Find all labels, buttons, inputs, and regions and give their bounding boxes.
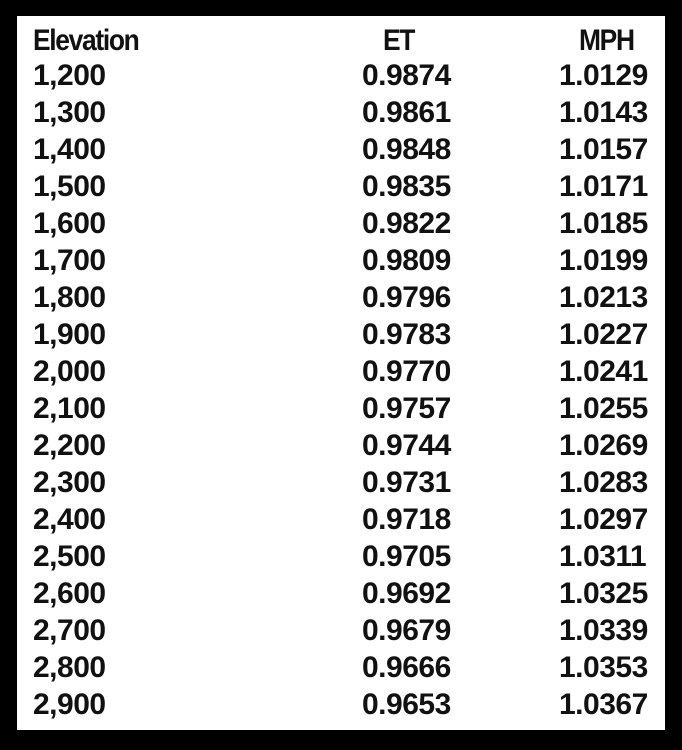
table-row bbox=[17, 612, 665, 649]
table-row bbox=[17, 649, 665, 686]
mph-cell: 1.0157 bbox=[559, 133, 648, 166]
et-cell: 0.9718 bbox=[362, 503, 451, 536]
elevation-cell: 2,400 bbox=[33, 503, 106, 536]
et-cell: 0.9744 bbox=[362, 429, 451, 462]
et-cell: 0.9666 bbox=[362, 651, 451, 684]
et-cell: 0.9835 bbox=[362, 170, 451, 203]
mph-cell: 1.0185 bbox=[559, 207, 648, 240]
mph-cell: 1.0143 bbox=[559, 96, 648, 129]
elevation-cell: 1,200 bbox=[33, 59, 106, 92]
table-row bbox=[17, 390, 665, 427]
elevation-cell: 2,700 bbox=[33, 614, 106, 647]
et-cell: 0.9783 bbox=[362, 318, 451, 351]
et-cell: 0.9731 bbox=[362, 466, 451, 499]
mph-cell: 1.0269 bbox=[559, 429, 648, 462]
mph-cell: 1.0227 bbox=[559, 318, 648, 351]
mph-cell: 1.0199 bbox=[559, 244, 648, 277]
et-cell: 0.9770 bbox=[362, 355, 451, 388]
et-cell: 0.9796 bbox=[362, 281, 451, 314]
table-row bbox=[17, 427, 665, 464]
mph-cell: 1.0353 bbox=[559, 651, 648, 684]
mph-cell: 1.0325 bbox=[559, 577, 648, 610]
mph-cell: 1.0339 bbox=[559, 614, 648, 647]
elevation-cell: 1,300 bbox=[33, 96, 106, 129]
et-cell: 0.9861 bbox=[362, 96, 451, 129]
table-row bbox=[17, 94, 665, 131]
mph-cell: 1.0311 bbox=[559, 540, 647, 573]
elevation-cell: 2,800 bbox=[33, 651, 106, 684]
elevation-cell: 2,600 bbox=[33, 577, 106, 610]
mph-cell: 1.0129 bbox=[559, 59, 648, 92]
table-row bbox=[17, 464, 665, 501]
mph-cell: 1.0283 bbox=[559, 466, 648, 499]
elevation-cell: 1,800 bbox=[33, 281, 106, 314]
table-row bbox=[17, 538, 665, 575]
mph-cell: 1.0255 bbox=[559, 392, 648, 425]
et-cell: 0.9822 bbox=[362, 207, 451, 240]
mph-cell: 1.0297 bbox=[559, 503, 648, 536]
table-row bbox=[17, 131, 665, 168]
elevation-cell: 1,600 bbox=[33, 207, 106, 240]
correction-table-panel bbox=[17, 16, 665, 730]
elevation-cell: 1,500 bbox=[33, 170, 106, 203]
mph-cell: 1.0241 bbox=[559, 355, 648, 388]
elevation-cell: 2,900 bbox=[33, 688, 106, 721]
table-row bbox=[17, 686, 665, 723]
elevation-cell: 2,500 bbox=[33, 540, 106, 573]
et-cell: 0.9705 bbox=[362, 540, 451, 573]
et-cell: 0.9692 bbox=[362, 577, 451, 610]
mph-cell: 1.0367 bbox=[559, 688, 648, 721]
table-row bbox=[17, 168, 665, 205]
et-cell: 0.9757 bbox=[362, 392, 451, 425]
table-row bbox=[17, 205, 665, 242]
et-cell: 0.9809 bbox=[362, 244, 451, 277]
elevation-cell: 2,100 bbox=[33, 392, 106, 425]
et-cell: 0.9848 bbox=[362, 133, 451, 166]
table-row bbox=[17, 575, 665, 612]
et-cell: 0.9653 bbox=[362, 688, 451, 721]
elevation-cell: 1,400 bbox=[33, 133, 106, 166]
elevation-cell: 1,900 bbox=[33, 318, 106, 351]
table-row bbox=[17, 57, 665, 94]
table-row bbox=[17, 501, 665, 538]
header-elevation: Elevation bbox=[33, 24, 139, 57]
table-header-row bbox=[17, 22, 665, 59]
elevation-cell: 1,700 bbox=[33, 244, 106, 277]
table-row bbox=[17, 316, 665, 353]
header-mph: MPH bbox=[579, 24, 634, 57]
header-et: ET bbox=[383, 24, 415, 57]
table-row bbox=[17, 353, 665, 390]
table-row bbox=[17, 279, 665, 316]
mph-cell: 1.0213 bbox=[559, 281, 648, 314]
table-row bbox=[17, 242, 665, 279]
elevation-cell: 2,200 bbox=[33, 429, 106, 462]
elevation-cell: 2,300 bbox=[33, 466, 106, 499]
et-cell: 0.9874 bbox=[362, 59, 451, 92]
mph-cell: 1.0171 bbox=[559, 170, 648, 203]
elevation-cell: 2,000 bbox=[33, 355, 106, 388]
et-cell: 0.9679 bbox=[362, 614, 451, 647]
